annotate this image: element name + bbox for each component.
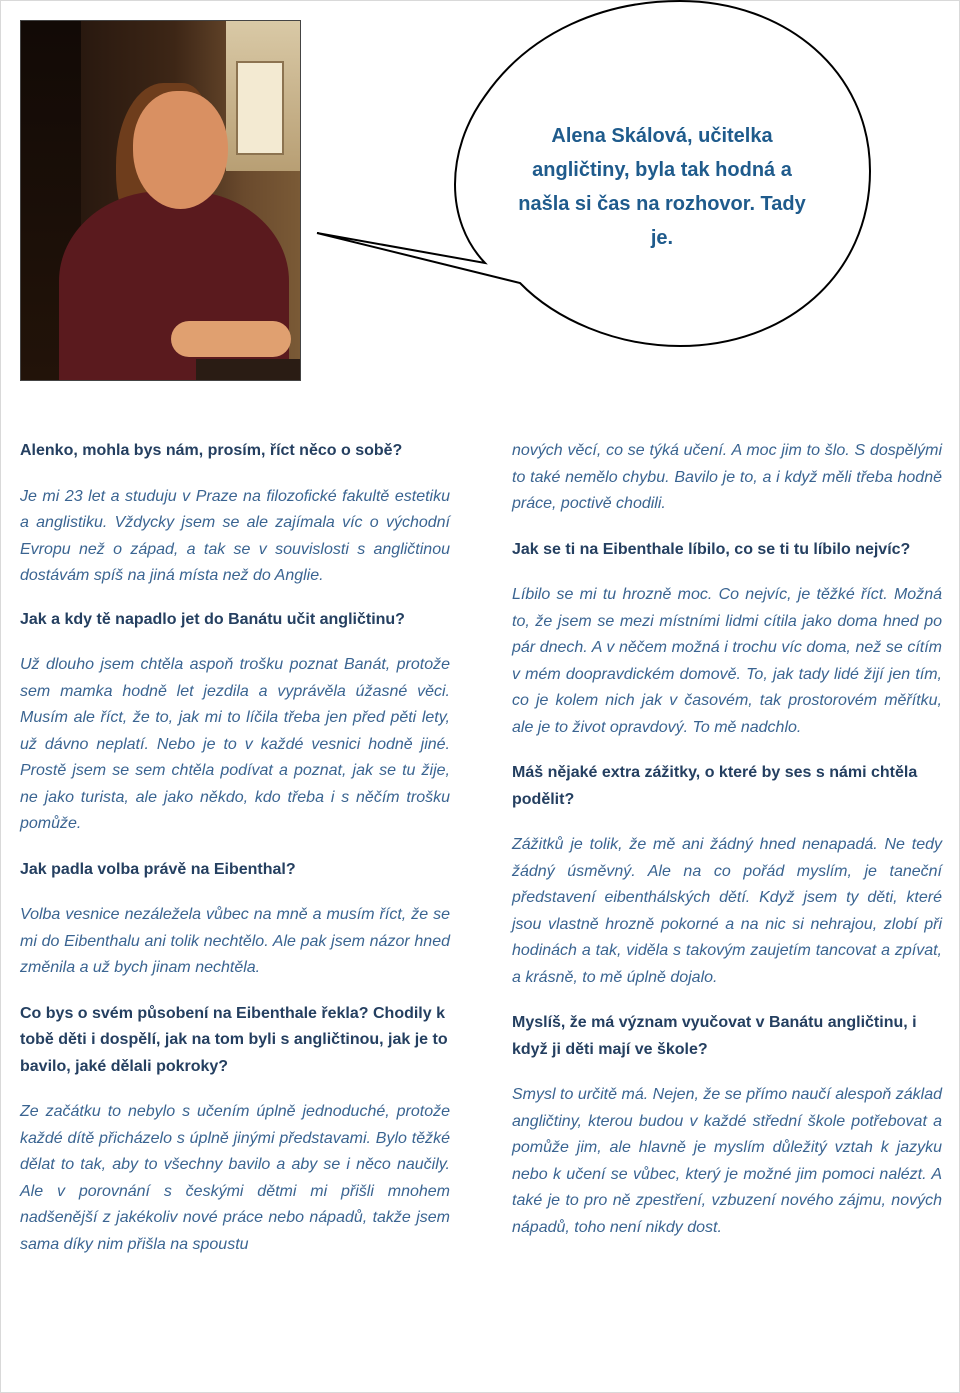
question: Myslíš, že má význam vyučovat v Banátu angličtinu, i když ji děti mají ve škole? — [512, 1014, 917, 1058]
question: Máš nějaké extra zážitky, o které by ses s námi chtěla podělit? — [512, 764, 918, 808]
bubble-caption: Alena Skálová, učitelka angličtiny, byla tak hodná a našla si čas na rozhovor. Tady je. — [518, 125, 806, 249]
window-shape — [226, 21, 300, 171]
answer: Je mi 23 let a studuju v Praze na filozofické fakultě estetiku a anglistiku. Vždycky jsem se ale zajímala víc o východní Evropu než o západ, a tak se v souvislosti s angličtinou dostávám spíš na jiná místa než do Anglie. — [20, 487, 450, 584]
question: Jak padla volba právě na Eibenthal? — [20, 860, 296, 878]
answer: Už dlouho jsem chtěla aspoň trošku poznat Banát, protože sem mamka hodně let jezdila a vyprávěla úžasné věci. Musím ale říct, že to, jak mi to líčila třeba jen před pěti lety, už dávno neplatí. Nebo je to v každé vesnici hodně jiné. Prostě jsem se sem chtěla podívat a poznat, jak se tu žije, ne jako turista, ale jako někdo, kdo třeba i s něčím trošku pomůže. — [20, 656, 450, 832]
person-head — [133, 91, 228, 209]
interview-column-right — [512, 438, 942, 1260]
question: Co bys o svém působení na Eibenthale řekla? Chodily k tobě děti i dospělí, jak na tom byli s angličtinou, jak je to bavilo, jaké dělali pokroky? — [20, 1004, 448, 1075]
answer: Líbilo se mi tu hrozně moc. Co nejvíc, je těžké říct. Možná to, že jsem se mezi místními lidmi cítila jako doma hned po pár dnech. A v něčem možná i trochu víc doma, než se cítím v mém doopravdickém domově. To, jak tady lidé žijí jen tím, co je kolem nich jak v časovém, tak prostorovém měřítku, ale je to život opravdový. To mě nadchlo. — [512, 586, 942, 736]
interview-column-left — [20, 438, 450, 1277]
question: Alenko, mohla bys nám, prosím, říct něco o sobě? — [20, 442, 403, 459]
person-arm — [171, 321, 291, 357]
answer: Smysl to určitě má. Nejen, že se přímo naučí alespoň základ angličtiny, kterou budou v každé střední škole potřebovat a pomůže jim, ale hlavně je myslím důležitý vztah k jazyku nebo k učení se vůbec, který je možné jim pomoci nalézt. A také je to pro ně zpestření, vzbuzení nového zájmu, nových nápadů, toho není nikdy dost. — [512, 1086, 942, 1236]
question: Jak se ti na Eibenthale líbilo, co se ti tu líbilo nejvíc? — [512, 540, 911, 558]
question: Jak a kdy tě napadlo jet do Banátu učit angličtinu? — [20, 610, 405, 628]
window-pane — [236, 61, 284, 155]
portrait-photo — [20, 20, 301, 381]
answer: Volba vesnice nezáležela vůbec na mně a musím říct, že se mi do Eibenthalu ani tolik nechtělo. Ale pak jsem názor hned změnila a už bych jinam nechtěla. — [20, 906, 450, 976]
answer: Zážitků je tolik, že mě ani žádný hned nenapadá. Ne tedy žádný úsměvný. Ale na co pořád myslím, je taneční představení eibenthálských dětí. Když jsem ty děti, které jsou vlastně hrozně pokorné a na nic si nehrajou, zlobí při hodinách a tak, viděla s takovým zaujetím tancovat a zpívat, a krásně, to mě úplně dojalo. — [512, 836, 942, 986]
answer: nových věcí, co se týká učení. A moc jim to šlo. S dospělými to také nemělo chybu. Bavilo je to, a i když měli třeba hodně práce, poctivě chodili. — [512, 442, 942, 512]
answer: Ze začátku to nebylo s učením úplně jednoduché, protože každé dítě přicházelo s úplně jinými představami. Bylo těžké dělat to tak, aby to všechny bavilo a aby se i něco naučily. Ale v porovnání s českými dětmi mi přišli mnohem nadšenější z jakékoliv nové práce nebo nápadů, takže jsem sama díky nim přišla na spoustu — [20, 1103, 450, 1253]
table-shape — [196, 359, 301, 381]
